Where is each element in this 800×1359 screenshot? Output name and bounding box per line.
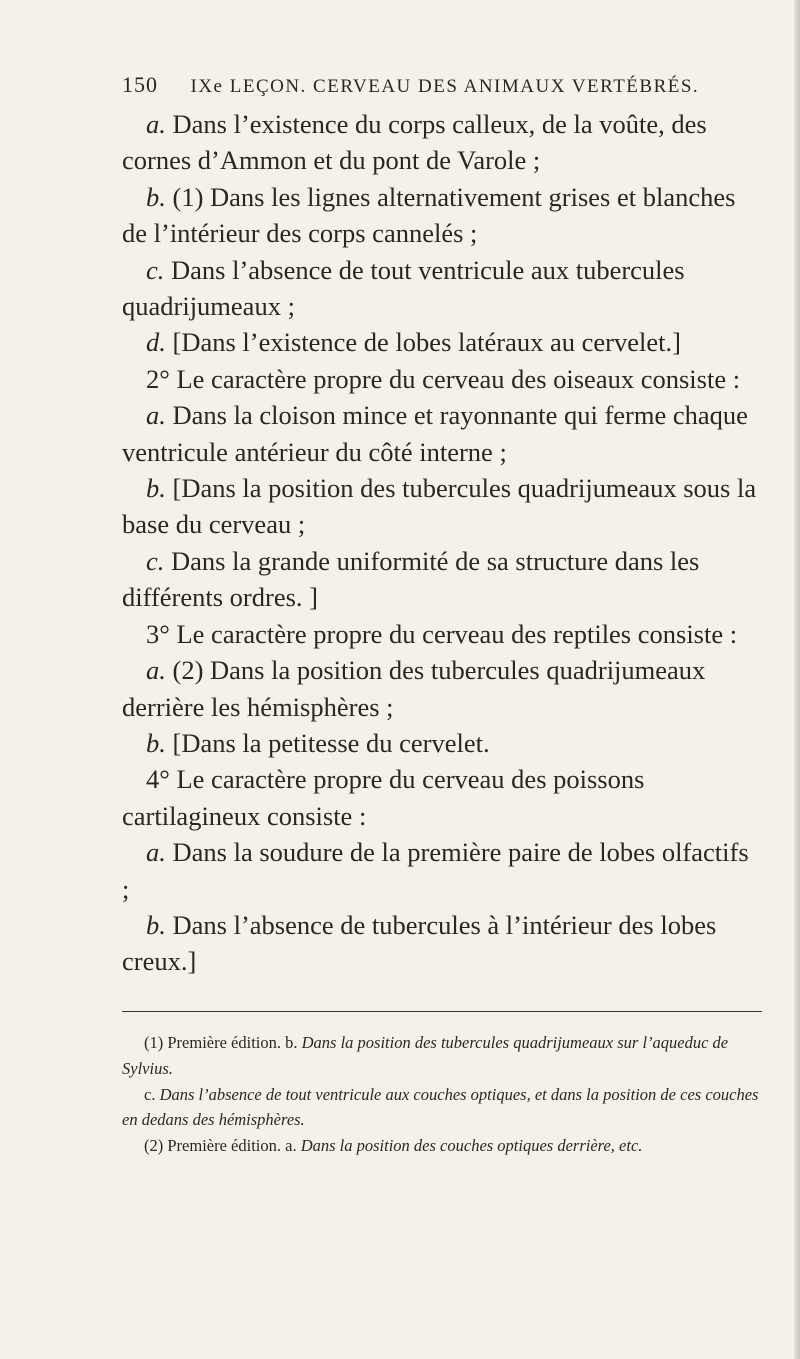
paragraph [122,361,762,397]
running-title: IXe LEÇON. CERVEAU DES ANIMAUX VERTÉBRÉS. [190,76,700,97]
footnote-text: Dans la position des couches optiques derrière, etc. [300,1136,643,1156]
paragraph [122,616,762,652]
item-marker: b. [146,181,166,212]
section-marker: 3° [146,618,170,649]
footnote-lead: (2) Première édition. a. [144,1136,297,1156]
item-marker: c. [146,545,165,576]
paragraph [122,324,762,360]
item-marker: b. [146,909,166,940]
paragraph-text: Dans la soudure de la première paire de lobes olfactifs ; [122,837,749,904]
page-header [122,72,742,98]
main-text [122,106,762,980]
section-marker: 4° [146,764,170,795]
item-marker: b. [146,473,166,504]
paragraph-text: Le caractère propre du cerveau des reptiles consiste : [176,618,738,649]
paragraph-text: (1) Dans les lignes alternativement grises et blanches de l’intérieur des corps cannelés ; [122,181,736,249]
item-marker: a. [146,655,166,686]
item-marker: b. [146,727,166,758]
paragraph [122,106,762,179]
footnote-lead: (1) Première édition. b. [144,1033,298,1052]
paragraph [122,470,762,543]
footnote-lead: c. [144,1084,156,1104]
item-marker: a. [146,400,166,431]
footnote [122,1030,762,1082]
paragraph [122,252,762,325]
paragraph-text: Dans l’existence du corps calleux, de la voûte, des cornes d’Ammon et du pont de Varole ; [122,109,707,176]
paragraph-text: Dans l’absence de tubercules à l’intérieur des lobes creux.] [122,909,717,977]
paragraph-text: [Dans la petitesse du cervelet. [172,727,490,758]
paragraph [122,907,762,980]
paragraph-text: Dans l’absence de tout ventricule aux tubercules quadrijumeaux ; [122,254,685,322]
item-marker: d. [146,327,166,358]
footnote [122,1133,762,1159]
paragraph-text: [Dans l’existence de lobes latéraux au cervelet.] [172,327,681,358]
paragraph-text: Le caractère propre du cerveau des poissons cartilagineux consiste : [122,764,645,831]
footnotes [122,1030,762,1159]
page-edge [794,0,800,1359]
paragraph-text: [Dans la position des tubercules quadrijumeaux sous la base du cerveau ; [122,473,757,540]
footnote-text: Dans la position des tubercules quadrijumeaux sur l’aqueduc de Sylvius. [122,1033,729,1078]
item-marker: c. [146,254,165,285]
paragraph-text: Dans la grande uniformité de sa structure dans les différents ordres. ] [122,545,700,613]
paragraph-text: (2) Dans la position des tubercules quadrijumeaux derrière les hémisphères ; [122,655,706,722]
section-marker: 2° [146,363,170,394]
footnote-text: Dans l’absence de tout ventricule aux couches optiques, et dans la position de ces couches en dedans des hémisphères. [122,1084,759,1130]
paragraph [122,543,762,616]
paragraph [122,725,762,761]
paragraph [122,761,762,834]
paragraph-text: Dans la cloison mince et rayonnante qui ferme chaque ventricule antérieur du côté interne ; [122,400,748,467]
paragraph [122,834,762,907]
item-marker: a. [146,837,166,868]
paragraph [122,179,762,252]
footnote-rule [122,1011,762,1012]
paragraph [122,652,762,725]
item-marker: a. [146,109,166,139]
footnote [122,1082,762,1134]
paragraph-text: Le caractère propre du cerveau des oiseaux consiste : [176,363,741,394]
paragraph [122,397,762,470]
page-number: 150 [122,72,158,97]
